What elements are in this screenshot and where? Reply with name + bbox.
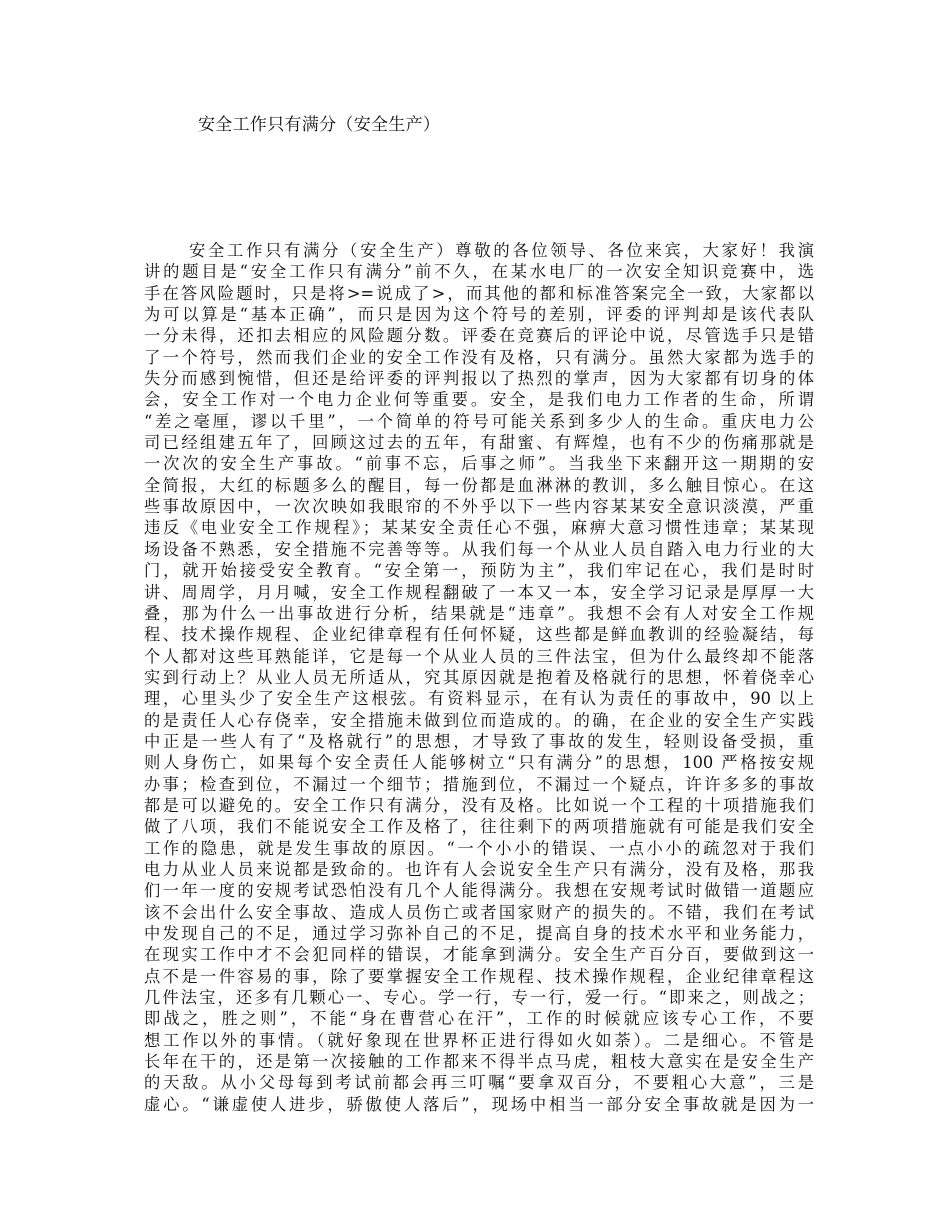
body-text-line: 点不是一件容易的事，除了要掌握安全工作规程、技术操作规程，企业纪律章程这 bbox=[144, 966, 814, 986]
body-text-line: 的天敌。从小父母每到考试前都会再三叮嘱“要拿双百分，不要粗心大意”，三是 bbox=[144, 1073, 814, 1093]
body-text-line: 场设备不熟悉，安全措施不完善等等。从我们每一个从业人员自踏入电力行业的大 bbox=[144, 539, 814, 559]
body-text-line: 一次次的安全生产事故。“前事不忘，后事之师”。当我坐下来翻开这一期期的安 bbox=[144, 454, 814, 474]
document-title: 安全工作只有满分（安全生产） bbox=[198, 115, 441, 135]
body-text-line: 讲的题目是“安全工作只有满分”前不久，在某水电厂的一次安全知识竞赛中，选 bbox=[144, 262, 814, 282]
body-text-line: 些事故原因中，一次次映如我眼帘的不外乎以下一些内容某某安全意识淡漠，严重 bbox=[144, 497, 814, 517]
body-text-line: 做了八项，我们不能说安全工作及格了，往往剩下的两项措施就有可能是我们安全 bbox=[144, 817, 814, 837]
body-text-line: 们一年一度的安规考试恐怕没有几个人能得满分。我想在安规考试时做错一道题应 bbox=[144, 881, 814, 901]
body-text-line: 办事；检查到位，不漏过一个细节；措施到位，不漏过一个疑点，许许多多的事故 bbox=[144, 774, 814, 794]
body-text-line: 一分未得，还扣去相应的风险题分数。评委在竞赛后的评论中说，尽管选手只是错 bbox=[144, 326, 814, 346]
body-text-line: “差之毫厘，谬以千里”，一个简单的符号可能关系到多少人的生命。重庆电力公 bbox=[144, 411, 814, 431]
body-text-line: 即战之，胜之则”，不能“身在曹营心在汗”，工作的时候就应该专心工作，不要 bbox=[144, 1009, 814, 1029]
body-text-line: 工作的隐患，就是发生事故的原因。“一个小小的错误、一点小小的疏忽对于我们 bbox=[144, 838, 814, 858]
document-body bbox=[144, 240, 814, 1115]
body-text-line: 违反《电业安全工作规程》；某某安全责任心不强，麻痹大意习惯性违章；某某现 bbox=[144, 518, 814, 538]
body-text-line: 程、技术操作规程、企业纪律章程有任何怀疑，这些都是鲜血教训的经验凝结，每 bbox=[144, 625, 814, 645]
body-text-line: 理，心里头少了安全生产这根弦。有资料显示，在有认为责任的事故中，90 以上 bbox=[144, 689, 814, 709]
body-text-line: 讲、周周学，月月喊，安全工作规程翻破了一本又一本，安全学习记录是厚厚一大 bbox=[144, 582, 814, 602]
body-text-line: 在现实工作中才不会犯同样的错误，才能拿到满分。安全生产百分百，要做到这一 bbox=[144, 945, 814, 965]
body-text-line: 中正是一些人有了“及格就行”的思想，才导致了事故的发生，轻则设备受损，重 bbox=[144, 731, 814, 751]
body-text-line: 门，就开始接受安全教育。“安全第一，预防为主”，我们牢记在心，我们是时时 bbox=[144, 561, 814, 581]
body-text-line: 电力从业人员来说都是致命的。也许有人会说安全生产只有满分，没有及格，那我 bbox=[144, 859, 814, 879]
body-text-line: 个人都对这些耳熟能详，它是每一个从业人员的三件法宝，但为什么最终却不能落 bbox=[144, 646, 814, 666]
body-text-line: 几件法宝，还多有几颗心一、专心。学一行，专一行，爱一行。“即来之，则战之； bbox=[144, 988, 814, 1008]
body-text-line: 司已经组建五年了，回顾这过去的五年，有甜蜜、有辉煌，也有不少的伤痛那就是 bbox=[144, 433, 814, 453]
body-text-line: 为可以算是“基本正确”，而只是因为这个符号的差别，评委的评判却是该代表队 bbox=[144, 305, 814, 325]
body-text-line: 该不会出什么安全事故、造成人员伤亡或者国家财产的损失的。不错，我们在考试 bbox=[144, 902, 814, 922]
body-text-line: 长年在干的，还是第一次接触的工作都来不得半点马虎，粗枝大意实在是安全生产 bbox=[144, 1052, 814, 1072]
body-text-line: 手在答风险题时，只是将>=说成了>，而其他的都和标准答案完全一致，大家都以 bbox=[144, 283, 814, 303]
body-text-line: 想工作以外的事情。（就好象现在世界杯正进行得如火如荼）。二是细心。不管是 bbox=[144, 1030, 814, 1050]
body-text-line: 失分而感到惋惜，但还是给评委的评判报以了热烈的掌声，因为大家都有切身的体 bbox=[144, 369, 814, 389]
body-text-line: 会，安全工作对一个电力企业何等重要。安全，是我们电力工作者的生命，所谓 bbox=[144, 390, 814, 410]
body-text-line: 的是责任人心存侥幸，安全措施未做到位而造成的。的确，在企业的安全生产实践 bbox=[144, 710, 814, 730]
body-text-line: 安全工作只有满分（安全生产）尊敬的各位领导、各位来宾，大家好！我演 bbox=[189, 241, 814, 260]
body-text-line: 实到行动上？从业人员无所适从，究其原因就是抱着及格就行的思想，怀着侥幸心 bbox=[144, 667, 814, 687]
body-text-line: 则人身伤亡，如果每个安全责任人能够树立“只有满分”的思想，100 严格按安规 bbox=[144, 753, 814, 773]
body-text-line: 了一个符号，然而我们企业的安全工作没有及格，只有满分。虽然大家都为选手的 bbox=[144, 347, 814, 367]
body-text-line: 全简报，大红的标题多么的醒目，每一份都是血淋淋的教训，多么触目惊心。在这 bbox=[144, 475, 814, 495]
body-text-line: 叠，那为什么一出事故进行分析，结果就是“违章”。我想不会有人对安全工作规 bbox=[144, 603, 814, 623]
body-text-line: 虚心。“谦虚使人进步，骄傲使人落后”，现场中相当一部分安全事故就是因为一 bbox=[144, 1094, 814, 1114]
body-text-line: 中发现自己的不足，通过学习弥补自己的不足，提高自身的技术水平和业务能力， bbox=[144, 924, 814, 943]
body-text-line: 都是可以避免的。安全工作只有满分，没有及格。比如说一个工程的十项措施我们 bbox=[144, 795, 814, 815]
